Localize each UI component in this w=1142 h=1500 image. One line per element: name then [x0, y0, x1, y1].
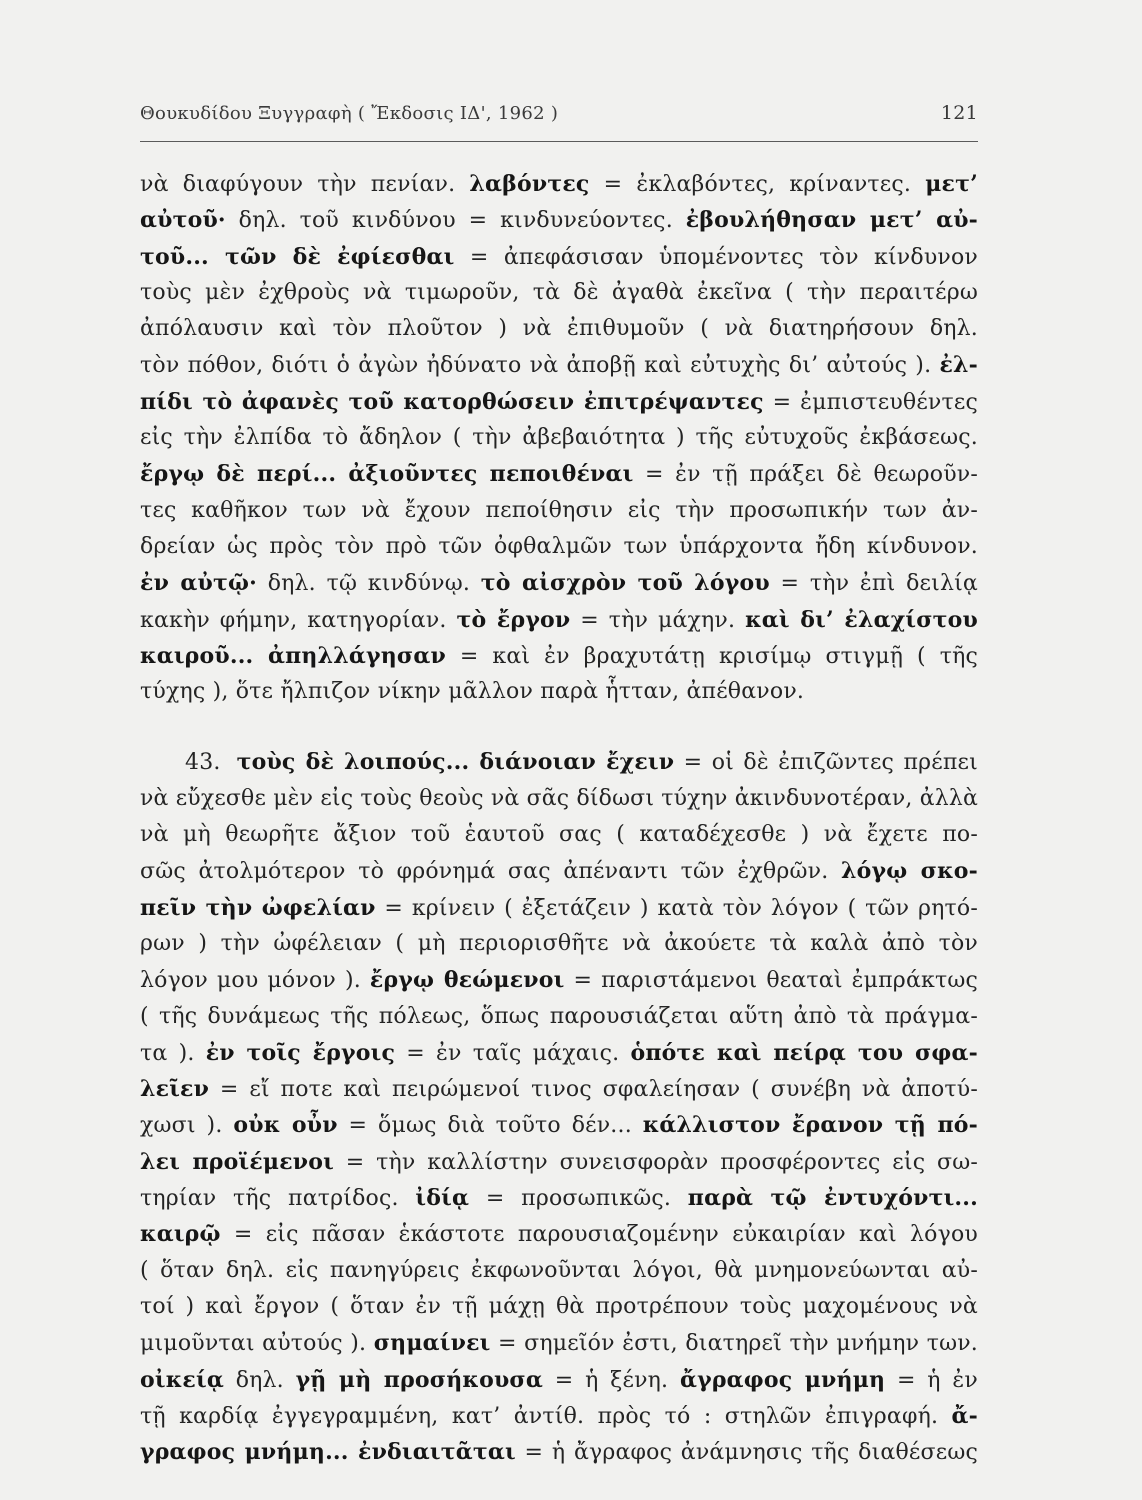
lemma-text: ἰδίᾳ [415, 1185, 470, 1212]
text-line-content [140, 493, 978, 529]
lemma-text: παρὰ τῷ ἐντυχόντι... [687, 1185, 978, 1212]
running-header [140, 102, 978, 124]
commentary-text: δηλ. τοῦ κινδύνου = κινδυνεύοντες. [225, 208, 686, 234]
text-line-content [140, 962, 978, 999]
text-line-content [140, 1035, 978, 1072]
commentary-text: = ἐν ταῖς μάχαις. [395, 1040, 631, 1066]
text-line [140, 781, 978, 817]
text-line [140, 1253, 978, 1289]
commentary-text: = ἐμπιστευθέντες [763, 389, 978, 415]
text-line [140, 674, 978, 710]
text-line-content [140, 638, 978, 675]
text-line [140, 456, 978, 492]
text-line-content [140, 384, 978, 421]
text-line [140, 311, 978, 347]
lemma-text: λει προϊέμενοι [140, 1148, 334, 1175]
text-line-content [140, 1180, 978, 1217]
lemma-text: λεῖεν [140, 1076, 210, 1103]
commentary-text: τες καθῆκον των νὰ ἔχουν πεποίθησιν εἰς τὴν προσωπικήν των ἀν- [140, 497, 978, 523]
lemma-text: καιρῷ [140, 1221, 221, 1248]
text-line-content [140, 1362, 978, 1399]
lemma-text: τοὺς δὲ λοιπούς... διάνοιαν ἔχειν [236, 749, 675, 776]
commentary-text: = καὶ ἐν βραχυτάτῃ κρισίμῳ στιγμῇ ( τῆς [445, 643, 978, 669]
commentary-text: τῇ καρδίᾳ ἐγγεγραμμένη, κατ’ ἀντίθ. πρὸς τό : στηλῶν ἐπιγραφή. [140, 1403, 952, 1429]
text-line [140, 166, 978, 202]
lemma-text: ἄ- [951, 1402, 978, 1429]
commentary-text: ( τῆς δυνάμεως τῆς πόλεως, ὅπως παρουσιάζεται αὕτη ἀπὸ τὰ πράγμα- [140, 1003, 978, 1029]
commentary-text: δρείαν ὡς πρὸς τὸν πρὸ τῶν ὀφθαλμῶν των ὑπάρχοντα ἤδη κίνδυνον. [140, 533, 978, 559]
commentary-text: νὰ μὴ θεωρῆτε ἄξιον τοῦ ἑαυτοῦ σας ( καταδέχεσθε ) νὰ ἔχετε πο- [140, 822, 978, 848]
text-line-content [140, 456, 978, 493]
commentary-text: = ἐκλαβόντες, κρίναντες. [589, 172, 926, 197]
text-line-content [140, 1434, 978, 1471]
commentary-text: = ἡ ξένη. [542, 1367, 680, 1393]
text-line [140, 1107, 978, 1143]
commentary-paragraph [140, 166, 978, 710]
text-line [140, 1325, 978, 1361]
text-line [140, 1071, 978, 1107]
text-line [140, 1398, 978, 1434]
lemma-text: καιροῦ... ἀπηλλάγησαν [140, 642, 446, 669]
commentary-text: ἀπόλαυσιν καὶ τὸν πλοῦτον ) νὰ ἐπιθυμοῦν ( νὰ διατηρήσουν δηλ. [140, 316, 978, 342]
commentary-text: = εἴ ποτε καὶ πειρώμενοί τινος σφαλείησαν ( συνέβη νὰ ἀποτύ- [209, 1077, 978, 1103]
text-line [140, 1434, 978, 1470]
commentary-text: ρων ) τὴν ὠφέλειαν ( μὴ περιορισθῆτε νὰ ἀκούετε τὰ καλὰ ἀπὸ τὸν [140, 930, 978, 956]
text-line-content [140, 1325, 978, 1362]
text-line-content [140, 817, 978, 853]
text-line-content [140, 1144, 978, 1181]
text-line-content [140, 853, 978, 890]
commentary-text: = τὴν ἐπὶ δειλίᾳ [769, 571, 978, 597]
commentary-text: τα ). [140, 1040, 206, 1066]
lemma-text: καὶ δι’ ἐλαχίστου [745, 606, 979, 633]
lemma-text: πεῖν τὴν ὠφελίαν [140, 894, 376, 921]
lemma-text: λόγῳ σκο- [841, 858, 978, 885]
text-line [140, 1289, 978, 1325]
lemma-text: ἄγραφος μνήμη [679, 1366, 886, 1393]
commentary-text: = ὅμως διὰ τοῦτο δέν... [337, 1113, 643, 1139]
text-line [140, 817, 978, 853]
text-line-content [140, 1216, 978, 1253]
commentary-text: = εἰς πᾶσαν ἑκάστοτε παρουσιαζομένην εὐκαιρίαν καὶ λόγου [220, 1222, 978, 1248]
text-line [140, 275, 978, 311]
page-number: 121 [940, 102, 978, 124]
commentary-body [140, 166, 978, 1470]
commentary-text: δηλ. τῷ κινδύνῳ. [257, 571, 481, 597]
commentary-text: νὰ εὔχεσθε μὲν εἰς τοὺς θεοὺς νὰ σᾶς δίδωσι τύχην ἀκινδυνοτέραν, ἀλλὰ [140, 785, 978, 811]
lemma-text: σημαίνει [373, 1330, 491, 1357]
lemma-text: λαβόντες [469, 171, 590, 197]
text-line-content [140, 166, 978, 203]
lemma-text: ἐν τοῖς ἔργοις [205, 1039, 396, 1066]
text-line [140, 744, 978, 780]
text-line-content [140, 1253, 978, 1289]
text-line-content [140, 674, 804, 710]
lemma-text: ἐν αὐτῷ· [140, 570, 258, 597]
commentary-text: λόγον μου μόνον ). [140, 968, 370, 994]
text-line [140, 347, 978, 383]
text-line-content [140, 781, 978, 817]
text-line-content [140, 239, 978, 276]
text-line-content [140, 1398, 978, 1435]
commentary-text: = παριστάμενοι θεαταὶ ἐμπράκτως [564, 968, 978, 994]
text-line [140, 638, 978, 674]
text-line-content [140, 1289, 978, 1325]
commentary-text: νὰ διαφύγουν τὴν πενίαν. [140, 172, 470, 197]
text-line [140, 890, 978, 926]
commentary-text: εἰς τὴν ἐλπίδα τὸ ἄδηλον ( τὴν ἀβεβαιότητα ) τῆς εὐτυχοῦς ἐκβάσεως. [140, 425, 978, 451]
commentary-paragraph-43 [140, 744, 978, 1470]
text-line [140, 999, 978, 1035]
text-line-content [140, 311, 978, 347]
text-line-content [140, 529, 978, 565]
text-line [140, 926, 978, 962]
commentary-text: σῶς ἀτολμότερον τὸ φρόνημά σας ἀπέναντι τῶν ἐχθρῶν. [140, 859, 842, 885]
text-line [140, 239, 978, 275]
text-line-content [140, 420, 978, 456]
commentary-text: = κρίνειν ( ἐξετάζειν ) κατὰ τὸν λόγον ( τῶν ρητό- [375, 895, 978, 921]
commentary-text: τὸν πόθον, διότι ὁ ἀγὼν ἠδύνατο νὰ ἀποβῇ καὶ εὐτυχὴς δι’ αὐτούς ). [140, 353, 940, 379]
lemma-text: οἰκείᾳ [140, 1366, 224, 1393]
text-line [140, 1362, 978, 1398]
commentary-text: τύχης ), ὅτε ἤλπιζον νίκην μᾶλλον παρὰ ἧτταν, ἀπέθανον. [140, 679, 805, 705]
text-line-content [140, 602, 978, 639]
commentary-text: = ἡ ἐν [885, 1367, 978, 1393]
text-line [140, 853, 978, 889]
running-title: Θουκυδίδου Ξυγγραφὴ ( Ἔκδοσις ΙΔ', 1962 ) [140, 103, 559, 124]
lemma-text: γραφος μνήμη... ἐνδιαιτᾶται [140, 1439, 516, 1466]
lemma-text: κάλλιστον ἔρανον τῇ πό- [642, 1112, 978, 1139]
lemma-text: μετ’ [925, 171, 978, 197]
lemma-text: ἐβουλήθησαν μετ’ αὐ- [685, 207, 978, 234]
text-line-content [140, 1071, 978, 1108]
lemma-text: ἔργῳ θεώμενοι [369, 967, 565, 994]
lemma-text: αὐτοῦ· [140, 207, 226, 234]
text-line-content [140, 1107, 978, 1144]
commentary-text: ( ὅταν δηλ. εἰς πανηγύρεις ἐκφωνοῦνται λόγοι, θὰ μνημονεύωνται αὐ- [140, 1257, 978, 1283]
commentary-text: = τὴν καλλίστην συνεισφορὰν προσφέροντες εἰς σω- [333, 1149, 978, 1175]
commentary-text: τοὺς μὲν ἐχθροὺς νὰ τιμωροῦν, τὰ δὲ ἀγαθὰ ἐκεῖνα ( τὴν περαιτέρω [140, 279, 978, 305]
commentary-text: τοί ) καὶ ἔργον ( ὅταν ἐν τῇ μάχῃ θὰ προτρέπουν τοὺς μαχομένους νὰ [140, 1293, 978, 1319]
text-line-content [140, 347, 978, 384]
text-line-content [140, 926, 978, 962]
commentary-text: κακὴν φήμην, κατηγορίαν. [140, 607, 457, 633]
text-line [140, 529, 978, 565]
section-number: 43. [185, 750, 221, 776]
text-line [140, 1144, 978, 1180]
lemma-text: ἐλ- [939, 352, 978, 379]
lemma-text: γῇ μὴ προσήκουσα [295, 1366, 543, 1393]
commentary-text: = τὴν μάχην. [570, 607, 746, 633]
lemma-text: οὐκ οὖν [233, 1112, 338, 1139]
commentary-text: = ἡ ἄγραφος ἀνάμνησις τῆς διαθέσεως [515, 1440, 978, 1466]
text-line [140, 1216, 978, 1252]
commentary-text: = οἱ δὲ ἐπιζῶντες πρέπει [674, 750, 978, 776]
commentary-text: χωσι ). [140, 1113, 234, 1139]
commentary-text: = ἐν τῇ πράξει δὲ θεωροῦν- [633, 462, 978, 488]
text-line [140, 420, 978, 456]
text-line-content [140, 890, 978, 927]
text-line [140, 493, 978, 529]
commentary-text: δηλ. [223, 1367, 296, 1393]
text-line [140, 962, 978, 998]
text-line-content [140, 565, 978, 602]
text-line [140, 565, 978, 601]
commentary-text: μιμοῦνται αὐτούς ). [140, 1331, 374, 1357]
text-line [140, 1035, 978, 1071]
lemma-text: πίδι τὸ ἀφανὲς τοῦ κατορθώσειν ἐπιτρέψαντες [140, 388, 764, 415]
lemma-text: τὸ αἰσχρὸν τοῦ λόγου [480, 570, 770, 597]
text-line [140, 384, 978, 420]
text-line [140, 602, 978, 638]
commentary-text: τηρίαν τῆς πατρίδος. [140, 1186, 416, 1212]
commentary-text: = προσωπικῶς. [469, 1186, 688, 1212]
text-line [140, 202, 978, 238]
commentary-text: = ἀπεφάσισαν ὑπομένοντες τὸν κίνδυνον [454, 244, 978, 270]
lemma-text: τὸ ἔργον [456, 606, 571, 633]
text-line-content [140, 275, 978, 311]
text-line-content [140, 999, 978, 1035]
lemma-text: ἔργῳ δὲ περί... ἀξιοῦντες πεποιθέναι [140, 461, 634, 488]
lemma-text: τοῦ... τῶν δὲ ἐφίεσθαι [140, 243, 455, 270]
header-rule [140, 141, 978, 142]
lemma-text: ὁπότε καὶ πείρᾳ του σφα- [630, 1039, 979, 1066]
text-line-content [140, 202, 978, 239]
commentary-text: = σημεῖόν ἐστι, διατηρεῖ τὴν μνήμην των. [490, 1331, 978, 1357]
text-line-content [185, 744, 978, 781]
text-line [140, 1180, 978, 1216]
